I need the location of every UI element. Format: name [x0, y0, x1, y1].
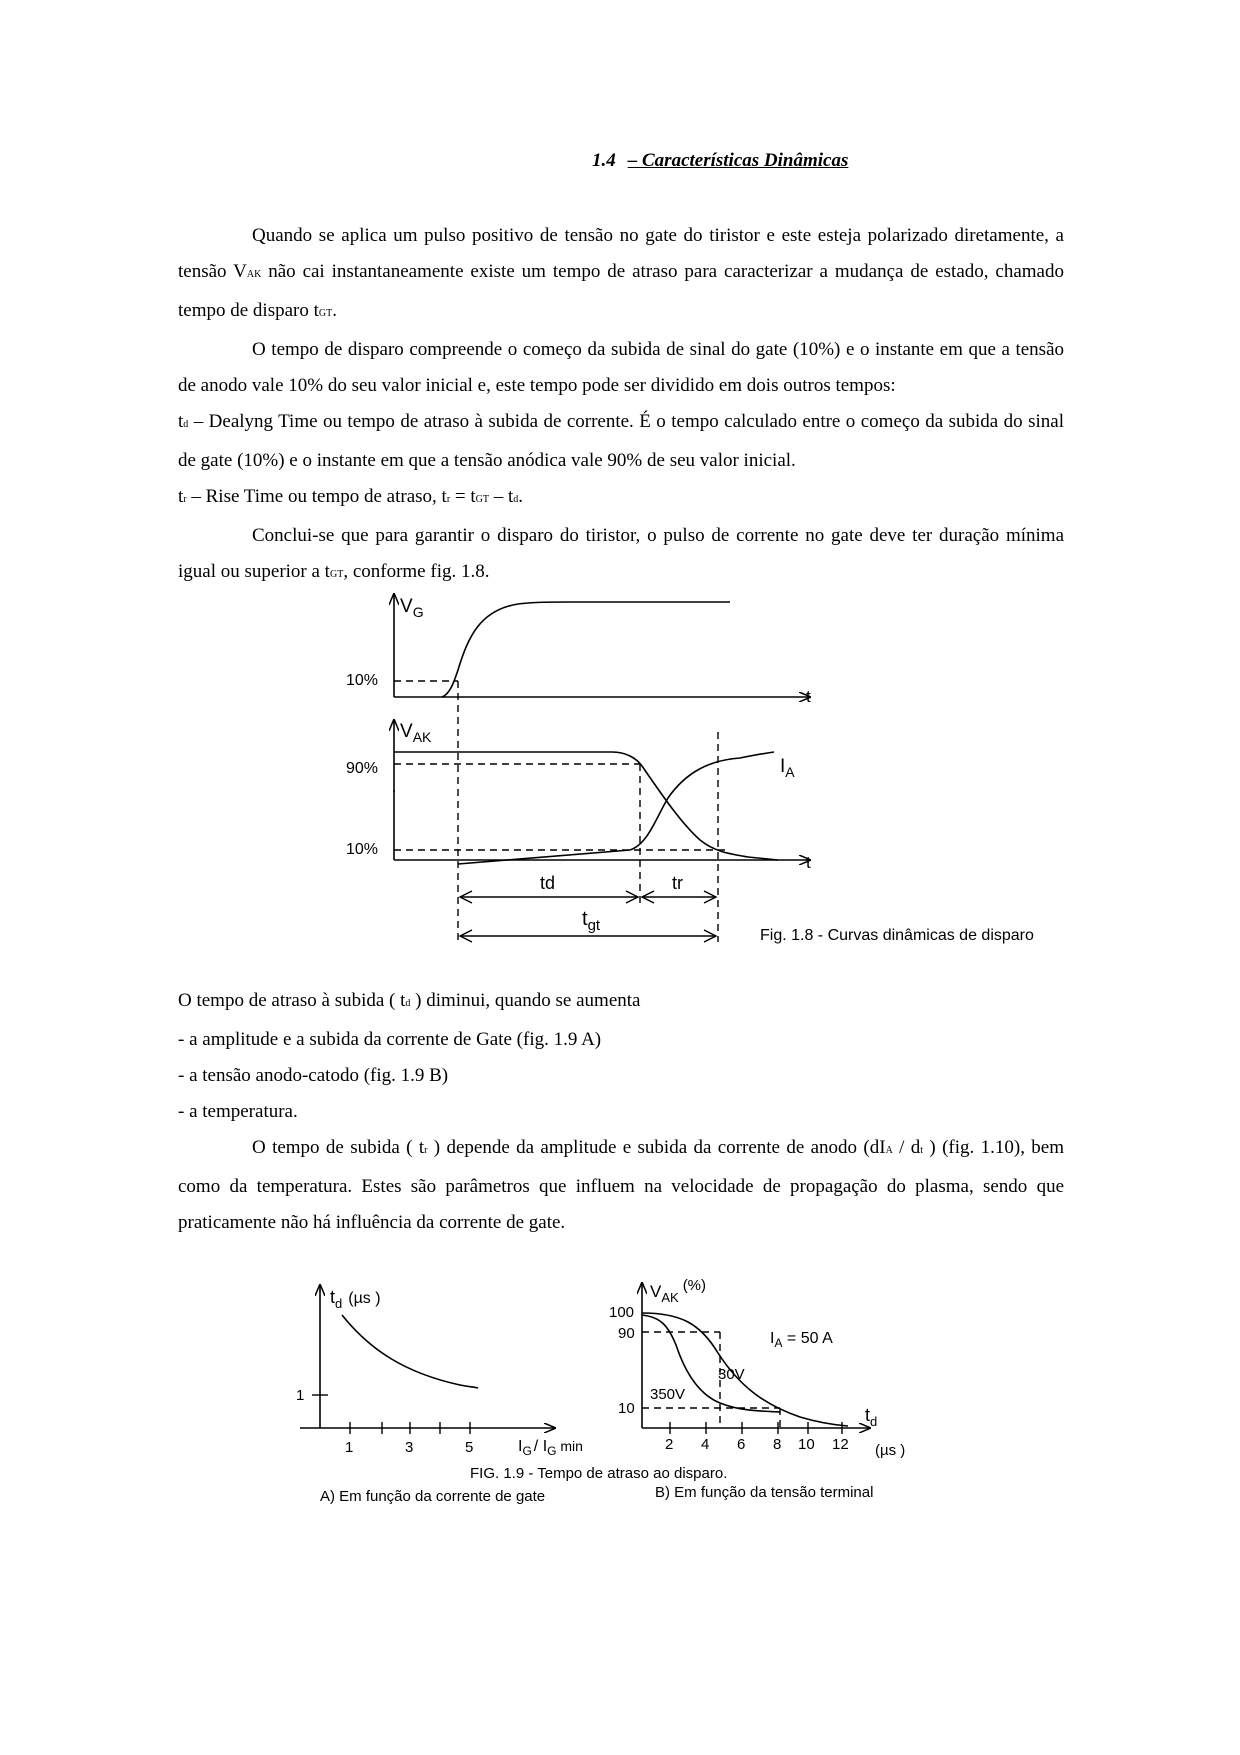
list-item-1: - a amplitude e a subida da corrente de Gate (fig. 1.9 A): [178, 1029, 602, 1050]
td-label: td: [540, 873, 556, 893]
pct-10-bottom: 10%: [346, 841, 379, 858]
tr-label: tr: [672, 873, 683, 893]
tgt-label: $t_{gt}$: [582, 908, 601, 934]
p7-sub3: t: [920, 1145, 924, 1156]
fig-1-8-caption: Fig. 1.8 - Curvas dinâmicas de disparo: [760, 927, 1034, 944]
b-label-30v: 30V: [718, 1366, 745, 1383]
a-x-tick-label-3: 3: [405, 1439, 414, 1456]
fig-1-9-caption: FIG. 1.9 - Tempo de atraso ao disparo.: [470, 1465, 728, 1482]
ia-label: $I_A$: [780, 756, 795, 780]
p6-sub: d: [405, 998, 411, 1009]
p1-sub-ak: AK: [246, 269, 262, 280]
b-y-label: $V_{AK}(\%)$: [650, 1277, 707, 1305]
p7-sub2: A: [885, 1145, 893, 1156]
p4-sub: r: [183, 494, 187, 505]
t-label-bottom: t: [806, 853, 811, 872]
a-x-tick-label-1: 1: [345, 1439, 354, 1456]
b-x-tick-label-2: 2: [665, 1436, 674, 1453]
p5-text-b: , conforme fig. 1.8.: [343, 561, 490, 582]
p1-text-b: não cai instantaneamente existe um tempo de atraso para caracterizar a mudança de estado, chamado tempo de disparo t: [178, 261, 1064, 321]
b-ia-label: $I_A = 50$ A: [770, 1330, 833, 1350]
body-text-lower: [178, 983, 1064, 1241]
p7-text-d: ) (fig. 1.10), bem como da temperatura. Estes são parâmetros que influem na velocidade de propagação do plasma, sendo que praticamente não há influência da corrente de gate.: [178, 1137, 1065, 1233]
p4-sym: t: [178, 486, 184, 507]
p4-text2: = t: [450, 486, 476, 507]
figure-1-8: [330, 582, 1080, 962]
b-y-tick-100: 100: [609, 1304, 635, 1321]
p4-text1: – Rise Time ou tempo de atraso, t: [186, 486, 447, 507]
a-caption: A) Em função da corrente de gate: [320, 1488, 546, 1505]
b-x-tick-label-4: 4: [701, 1436, 710, 1453]
vg-curve: [442, 602, 730, 697]
b-x-tick-label-8: 8: [773, 1436, 782, 1453]
t-label-top: t: [806, 687, 811, 706]
p4-text3: – t: [489, 486, 514, 507]
a-y-label: $t_d$ (µs ): [330, 1287, 381, 1311]
section-heading: [592, 150, 848, 172]
paragraph-6: [178, 983, 1064, 1022]
p3-text: – Dealyng Time ou tempo de atraso à subida de corrente. É o tempo calculado entre o começo da subida do sinal de gate (10%) e o instante em que a tensão anódica vale 90% de seu valor inicial.: [178, 411, 1064, 471]
a-y-tick-label: 1: [296, 1387, 305, 1404]
p4-text4: .: [518, 486, 524, 507]
p7-text-a: O tempo de subida ( t: [252, 1137, 425, 1158]
b-x-unit: (µs ): [875, 1442, 906, 1459]
body-text-upper: [178, 218, 1064, 593]
p5-text-a: Conclui-se que para garantir o disparo do tiristor, o pulso de corrente no gate deve ter duração mínima igual ou superior a t: [178, 525, 1064, 582]
b-x-tick-label-12: 12: [832, 1436, 849, 1453]
p4-sub2: r: [446, 494, 451, 505]
p5-sub: GT: [329, 569, 344, 580]
vg-label: $V_G$: [400, 596, 424, 620]
a-x-label: $I_G / I_G$ min: [518, 1438, 583, 1458]
b-y-tick-90: 90: [618, 1325, 635, 1342]
b-label-350v: 350V: [650, 1386, 686, 1403]
p4-sub3: GT: [475, 494, 489, 505]
section-number: 1.4: [592, 150, 616, 171]
pct-10-top: 10%: [346, 672, 379, 689]
section-title: – Características Dinâmicas: [627, 150, 849, 171]
list-item-3: - a temperatura.: [178, 1101, 298, 1122]
p7-text-c: / d: [892, 1137, 921, 1158]
p6-text-a: O tempo de atraso à subida ( t: [178, 990, 406, 1011]
p1-sub-gt: GT: [318, 308, 333, 319]
list-item-2: - a tensão anodo-catodo (fig. 1.9 B): [178, 1065, 449, 1086]
p7-sub1: r: [424, 1145, 428, 1156]
p1-text-a: Quando se aplica um pulso positivo de tensão no gate do tiristor e este esteja polarizado diretamente, a tensão V: [178, 225, 1064, 282]
b-x-tick-label-6: 6: [737, 1436, 746, 1453]
paragraph-3: [178, 404, 1064, 479]
vak-label: $V_{AK}$: [400, 721, 432, 745]
a-x-tick-label-5: 5: [465, 1439, 474, 1456]
paragraph-2: O tempo de disparo compreende o começo da subida de sinal do gate (10%) e o instante em que a tensão de anodo vale 10% do seu valor inicial e, este tempo pode ser dividido em dois outros tempos:: [178, 339, 1064, 396]
p7-text-b: ) depende da amplitude e subida da corrente de anodo (dI: [427, 1137, 886, 1158]
pct-90: 90%: [346, 760, 379, 777]
p4-sub4: d: [513, 494, 519, 505]
p1-text-c: .: [332, 300, 337, 321]
p3-sub: d: [183, 419, 189, 430]
a-curve: [342, 1315, 478, 1388]
vak-curve: [394, 752, 778, 860]
paragraph-1: [178, 218, 1064, 332]
b-x-tick-label-10: 10: [798, 1436, 815, 1453]
p3-sym: t: [178, 411, 184, 432]
b-y-tick-10: 10: [618, 1400, 635, 1417]
b-caption: B) Em função da tensão terminal: [655, 1484, 874, 1501]
figure-1-9: [290, 1265, 950, 1515]
ia-curve: [458, 752, 774, 864]
paragraph-7: [178, 1130, 1064, 1241]
b-x-label: $t_d$: [865, 1405, 878, 1429]
paragraph-4: [178, 479, 1064, 518]
p6-text-b: ) diminui, quando se aumenta: [410, 990, 641, 1011]
